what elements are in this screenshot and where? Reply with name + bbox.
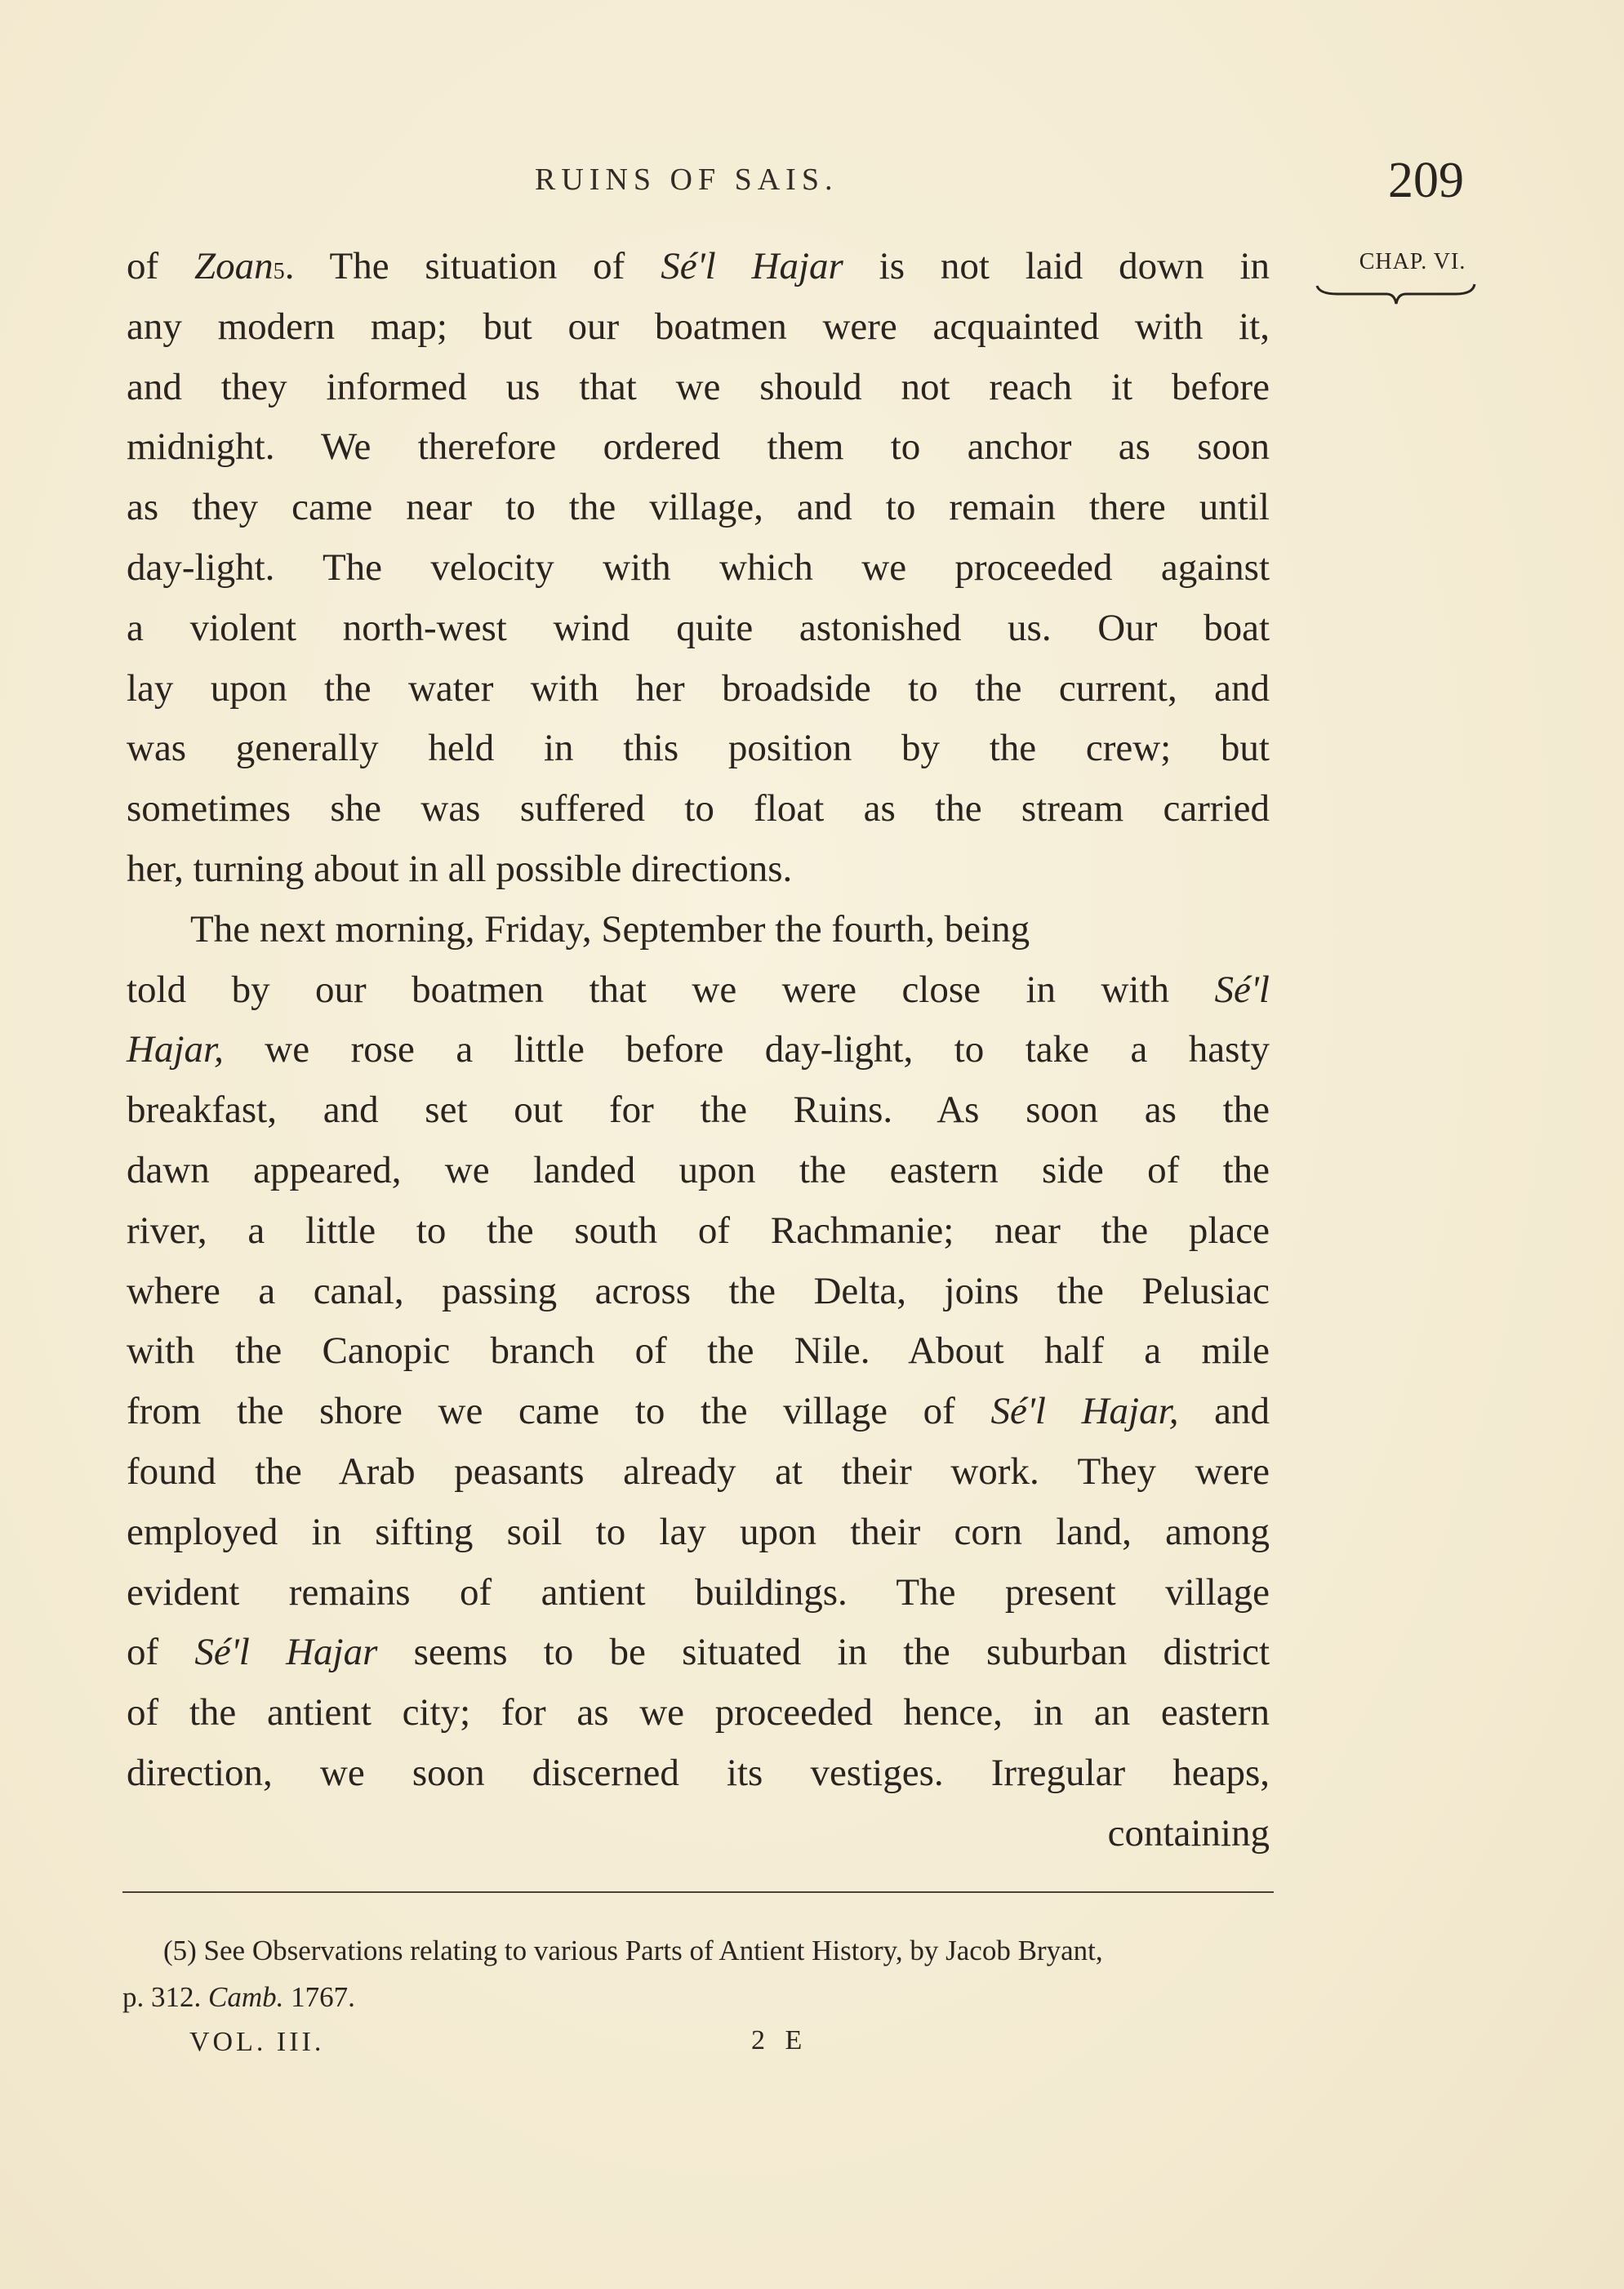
text-line	[127, 417, 1270, 478]
volume-signature: VOL. III.	[189, 2027, 325, 2057]
text-segment: day-light. The velocity with which we proceeded against	[127, 546, 1270, 589]
footnote-line-1: (5) See Observations relating to various Parts of Antient History, by Jacob Bryant,	[163, 1935, 1103, 1966]
italic-text: Sé'l Hajar	[194, 1631, 378, 1674]
italic-text: Sé'l Hajar,	[990, 1390, 1179, 1433]
text-segment: a violent north-west wind quite astonished us. Our boat	[127, 606, 1270, 649]
text-segment: with the Canopic branch of the Nile. About half a mile	[127, 1329, 1270, 1373]
text-line	[127, 1080, 1270, 1141]
text-segment: is not laid down in	[843, 245, 1270, 287]
text-line	[127, 478, 1270, 538]
text-line	[127, 779, 1270, 839]
text-segment: was generally held in this position by the crew; but	[127, 727, 1270, 770]
text-line	[127, 659, 1270, 719]
footnote-marker: 5	[273, 259, 285, 284]
text-line	[127, 1321, 1270, 1382]
text-line	[127, 960, 1270, 1021]
text-segment: containing	[1107, 1811, 1270, 1855]
text-segment: as they came near to the village, and to remain there until	[127, 486, 1270, 529]
text-line	[127, 719, 1270, 779]
margin-brace-ornament	[1313, 279, 1476, 312]
text-segment: and they informed us that we should not reach it before	[127, 365, 1270, 408]
text-line	[127, 1563, 1270, 1623]
italic-text: Sé'l Hajar	[661, 245, 843, 287]
text-segment: dawn appeared, we landed upon the eastern side of the	[127, 1148, 1270, 1191]
text-segment: we rose a little before day-light, to take a hasty	[223, 1028, 1270, 1071]
italic-text: Hajar,	[127, 1028, 224, 1071]
text-segment: told by our boatmen that we were close in with	[127, 968, 1215, 1011]
text-segment: river, a little to the south of Rachmanie; near the place	[127, 1209, 1270, 1252]
footnote-year: 1767.	[283, 1981, 355, 2013]
text-line	[127, 297, 1270, 358]
text-segment: and	[1178, 1390, 1270, 1433]
text-segment: of	[127, 1631, 195, 1674]
text-line	[127, 1623, 1270, 1683]
text-segment: sometimes she was suffered to float as the stream carried	[127, 787, 1270, 831]
text-segment: of the antient city; for as we proceeded hence, in an eastern	[127, 1691, 1270, 1735]
text-segment: . The situation of	[284, 245, 661, 287]
text-line	[127, 839, 1270, 900]
text-line	[127, 1442, 1270, 1503]
text-segment: where a canal, passing across the Delta, joins the Pelusiac	[127, 1269, 1270, 1312]
text-line	[127, 1382, 1270, 1442]
text-line	[127, 1201, 1270, 1262]
text-line	[127, 538, 1270, 599]
running-head: RUINS OF SAIS.	[535, 163, 839, 197]
text-segment: midnight. We therefore ordered them to anchor as soon	[127, 425, 1270, 469]
text-line	[127, 1020, 1270, 1080]
text-segment: lay upon the water with her broadside to the current, and	[127, 666, 1270, 710]
text-line	[127, 1262, 1270, 1322]
text-line	[127, 599, 1270, 659]
text-segment: of	[127, 245, 195, 287]
text-line	[127, 1141, 1270, 1201]
text-segment: seems to be situated in the suburban district	[377, 1631, 1270, 1674]
catchword-line	[127, 1804, 1270, 1864]
italic-text: Zoan	[194, 245, 274, 287]
footnote-place: Camb.	[208, 1981, 284, 2013]
footnote-rule	[122, 1891, 1274, 1893]
chapter-margin-note: CHAP. VI.	[1359, 249, 1466, 274]
text-segment: from the shore we came to the village of	[127, 1390, 991, 1433]
text-line	[127, 1683, 1270, 1743]
footnote-page-ref: p. 312.	[122, 1981, 208, 2013]
text-segment: The next morning, Friday, September the fourth, being	[190, 907, 1030, 951]
main-text-block	[127, 237, 1270, 1864]
text-segment: breakfast, and set out for the Ruins. As soon as the	[127, 1089, 1270, 1132]
page-number: 209	[1388, 153, 1464, 208]
text-line	[127, 237, 1270, 297]
text-segment: found the Arab peasants already at their work. They were	[127, 1450, 1270, 1493]
italic-text: Sé'l	[1214, 968, 1270, 1011]
text-segment: any modern map; but our boatmen were acquainted with it,	[127, 305, 1270, 348]
text-segment: evident remains of antient buildings. The present village	[127, 1570, 1270, 1614]
footnote-line-2	[122, 1974, 1274, 2020]
text-segment: direction, we soon discerned its vestiges. Irregular heaps,	[127, 1751, 1270, 1794]
text-line	[127, 1743, 1270, 1804]
footnote	[122, 1927, 1274, 2020]
text-line	[127, 1503, 1270, 1563]
text-line	[127, 358, 1270, 418]
text-line	[127, 900, 1270, 960]
gathering-mark: 2 E	[751, 2025, 809, 2055]
text-segment: employed in sifting soil to lay upon their corn land, among	[127, 1510, 1270, 1553]
text-segment: her, turning about in all possible directions.	[127, 847, 793, 890]
